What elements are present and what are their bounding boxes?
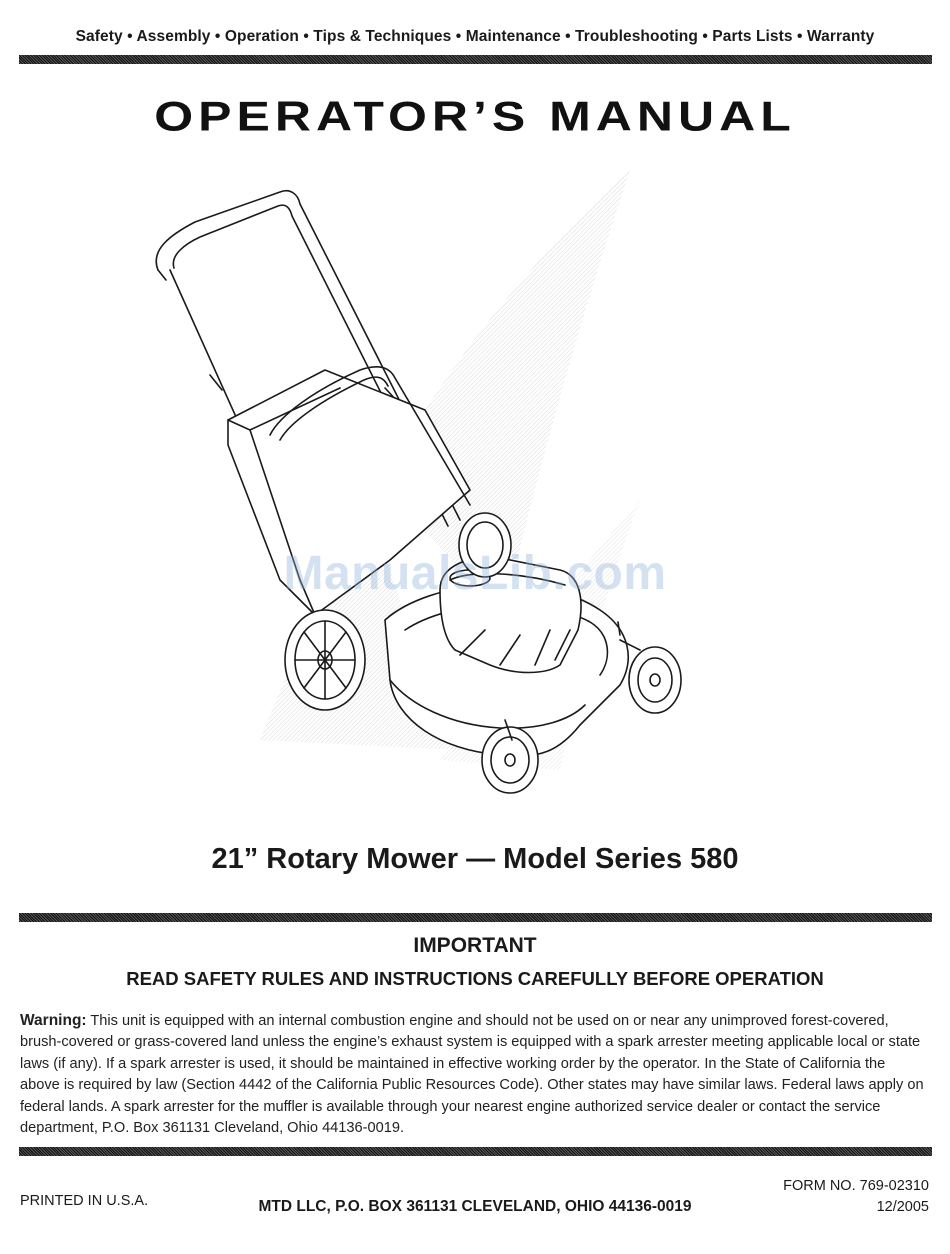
safety-instruction-heading: READ SAFETY RULES AND INSTRUCTIONS CAREFULLY BEFORE OPERATION <box>126 968 824 989</box>
warning-label: Warning: <box>20 1012 87 1029</box>
warning-text: This unit is equipped with an internal combustion engine and should not be used on or near any unimproved forest-covered, brush-covered or grass-covered land unless the engine’s exhaust system is equipped with a spark arrester meeting applicable local or state laws (if any). If a spark arrester is used, it should be maintained in effective working order by the operator. In the State of California the above is required by law (Section 4442 of the California Public Resources Code). Other states may have similar laws. Federal laws apply on federal lands. A spark arrester for the muffler is available through your nearest engine authorized service dealer or contact the service department, P.O. Box 361131 Cleveland, Ohio 44136-0019. <box>20 1013 924 1137</box>
warning-paragraph <box>20 1010 924 1139</box>
bottom-rule <box>19 1147 932 1156</box>
front-left-wheel <box>285 610 365 710</box>
printed-in: PRINTED IN U.S.A. <box>20 1193 149 1209</box>
top-rule <box>19 55 932 64</box>
section-nav: Safety • Assembly • Operation • Tips & Techniques • Maintenance • Troubleshooting • Parts Lists • Warranty <box>75 28 875 45</box>
watermark: ManualsLib.com <box>283 547 667 600</box>
company-address: MTD LLC, P.O. BOX 361131 CLEVELAND, OHIO 44136-0019 <box>258 1198 692 1215</box>
page-title: OPERATOR’S MANUAL <box>154 92 796 140</box>
publication-date: 12/2005 <box>876 1199 929 1215</box>
back-right-wheel <box>629 647 681 713</box>
important-heading: IMPORTANT <box>413 934 537 957</box>
model-title: 21” Rotary Mower — Model Series 580 <box>211 843 739 875</box>
front-right-wheel <box>482 727 538 793</box>
lawn-mower-illustration <box>140 160 790 820</box>
middle-rule <box>19 913 932 922</box>
form-number: FORM NO. 769-02310 <box>783 1178 929 1194</box>
